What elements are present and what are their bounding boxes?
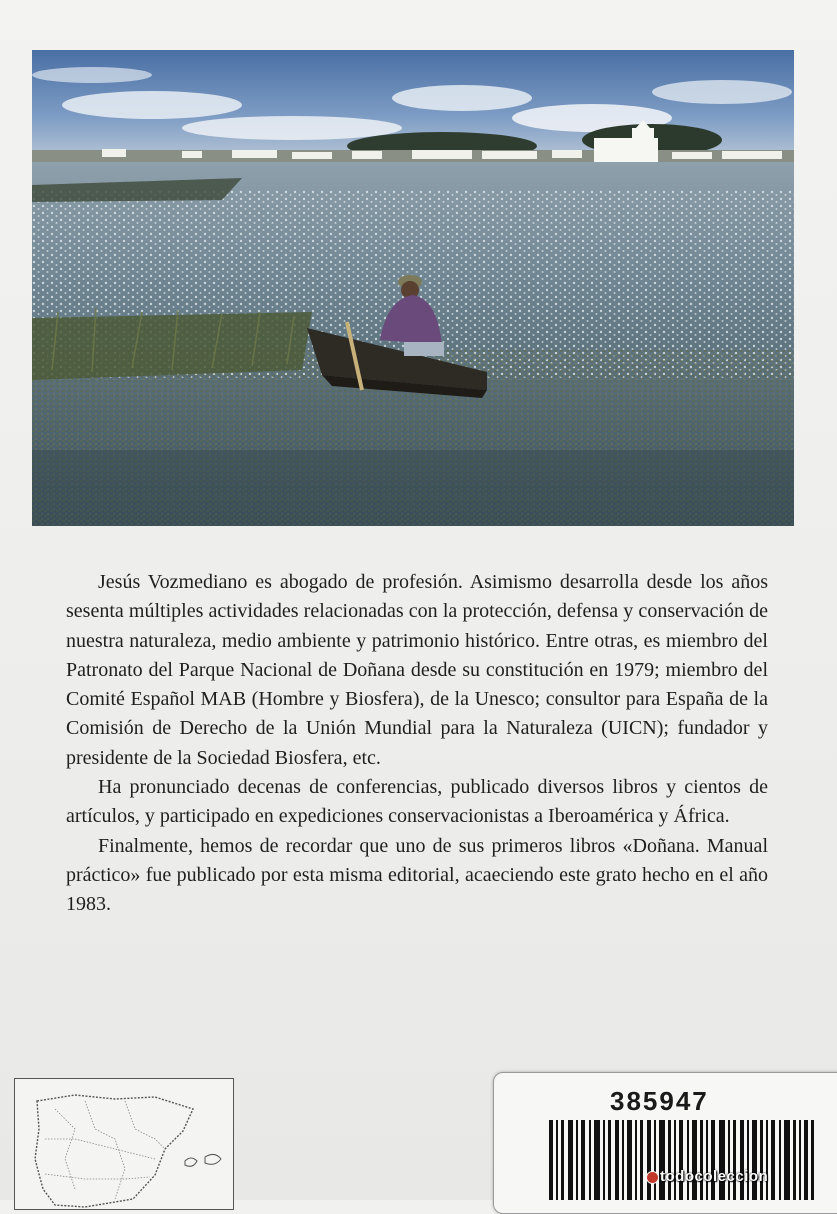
bio-paragraph: Ha pronunciado decenas de conferencias, publicado diversos libros y cientos de artículos, y participado en expediciones conservacionistas a Iberoamérica y África. [66, 776, 768, 828]
bio-paragraph: Jesús Vozmediano es abogado de profesión. Asimismo desarrolla desde los años sesenta múltiples actividades relacionadas con la protección, defensa y conservación de nuestra naturaleza, medio ambiente y patrimonio histórico. Entre otras, es miembro del Patronato del Parque Nacional de Doñana desde su constitución en 1979; miembro del Comité Español MAB (Hombre y Biosfera), de la Unesco; consultor para España de la Comisión de Derecho de la Unión Mundial para la Naturaleza (UICN); fundador y presidente de la Sociedad Biosfera, etc. [66, 571, 768, 769]
iberian-peninsula-map-icon [15, 1079, 233, 1209]
cover-photo [32, 50, 794, 526]
barcode-icon [549, 1120, 814, 1200]
barcode [549, 1120, 814, 1200]
stock-number: 385947 [610, 1086, 709, 1116]
watermark-logo-icon [646, 1171, 659, 1184]
author-biography [66, 568, 768, 920]
bio-paragraph: Finalmente, hemos de recordar que uno de sus primeros libros «Doñana. Manual práctico» fue publicado por esta misma editorial, acaeciendo este grato hecho en el año 1983. [66, 834, 768, 916]
map-inset [14, 1078, 234, 1210]
watermark-text: todocoleccion [660, 1168, 769, 1185]
